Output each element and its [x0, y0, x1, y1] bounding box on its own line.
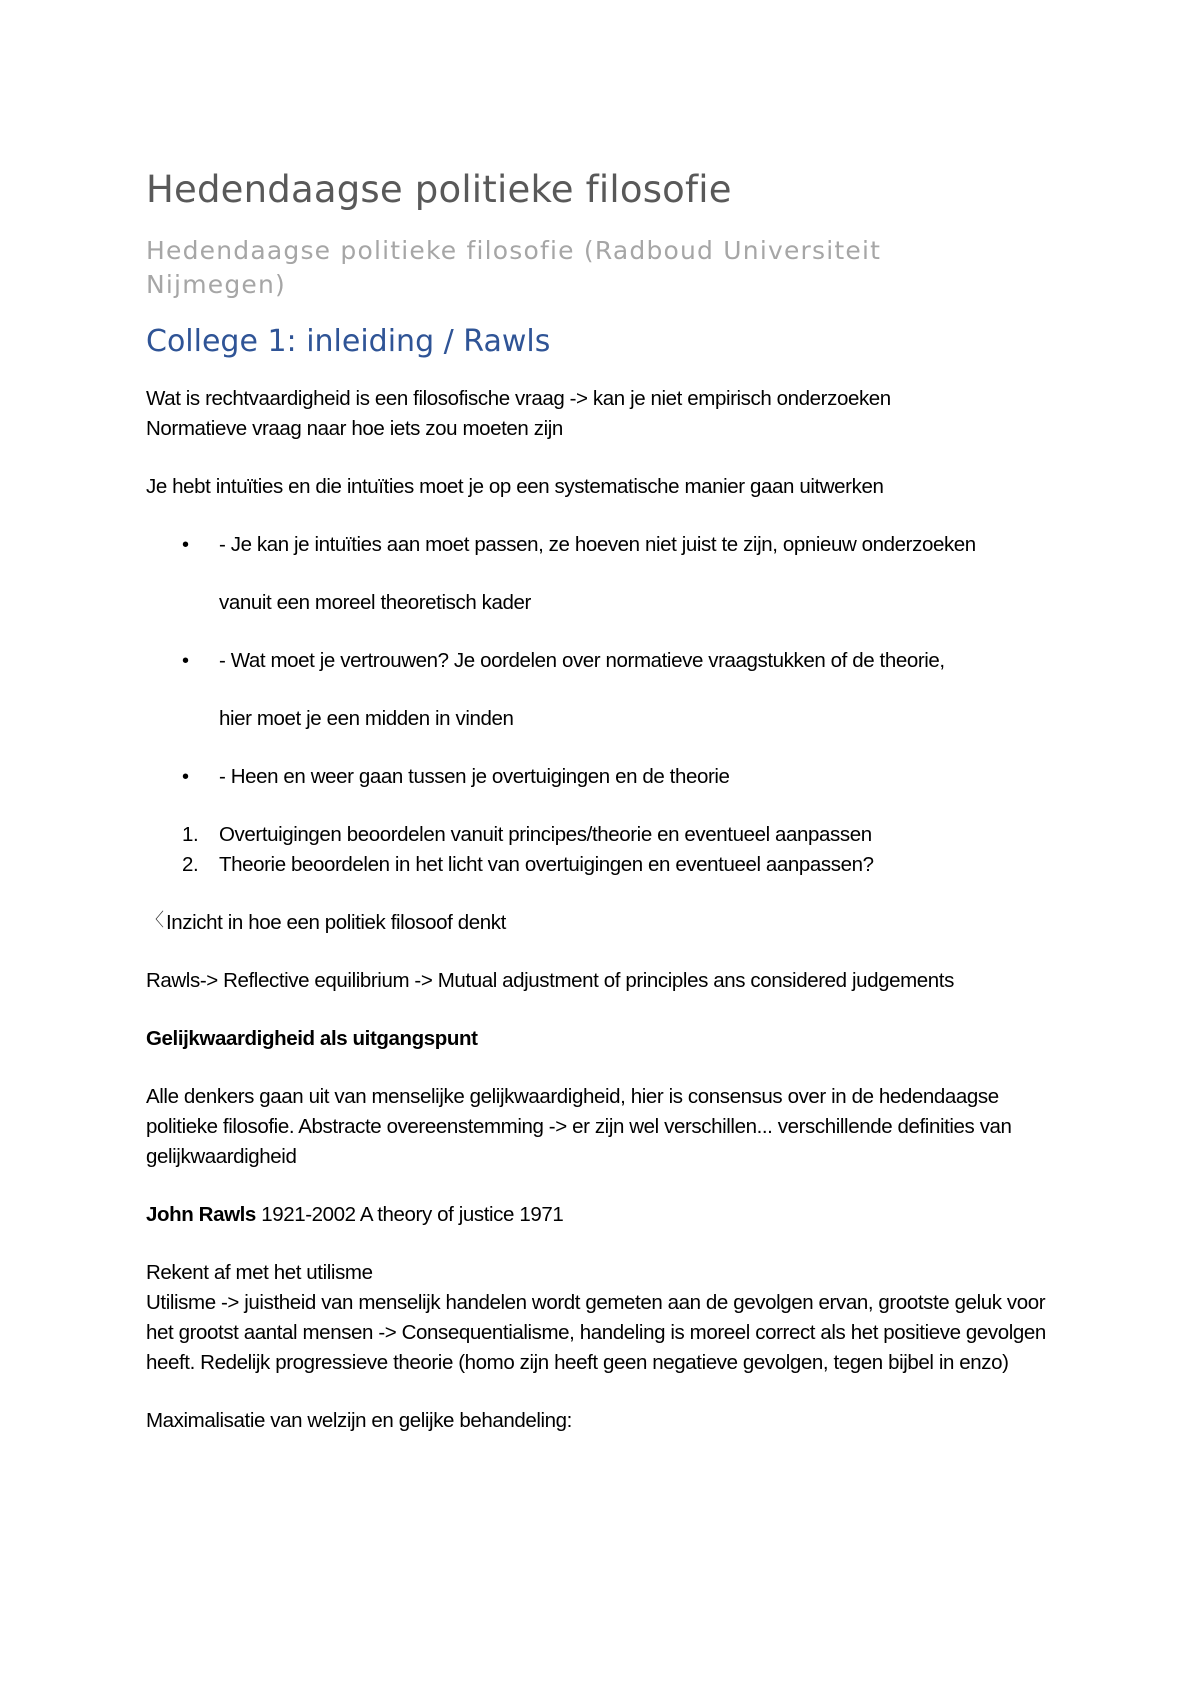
- item-number: 2.: [182, 853, 199, 876]
- paragraph-maximalisatie: Maximalisatie van welzijn en gelijke behandeling:: [146, 1409, 572, 1432]
- paragraph-line: Utilisme -> juistheid van menselijk handelen wordt gemeten aan de gevolgen ervan, grootste geluk voor het grootst aantal mensen -> Consequentialisme, handeling is moreel correct als het positieve gevolgen heeft. Redelijk progressieve theorie (homo zijn heeft geen negatieve gevolgen, tegen bijbel in enzo): [146, 1291, 1046, 1374]
- paragraph-utilisme: [146, 1258, 1066, 1378]
- bracket-icon: 〈: [146, 910, 164, 930]
- item-text: Overtuigingen beoordelen vanuit principes/theorie en eventueel aanpassen: [219, 823, 872, 846]
- paragraph-line: Wat is rechtvaardigheid is een filosofische vraag -> kan je niet empirisch onderzoeken: [146, 387, 891, 410]
- paragraph-line: Normatieve vraag naar hoe iets zou moeten zijn: [146, 417, 563, 440]
- numbered-item: [146, 850, 1066, 880]
- bullet-text: - Wat moet je vertrouwen? Je oordelen over normatieve vraagstukken of de theorie,: [219, 649, 945, 672]
- marker-text: Inzicht in hoe een politiek filosoof denkt: [166, 911, 506, 934]
- paragraph-rawls: Rawls-> Reflective equilibrium -> Mutual adjustment of principles ans considered judgements: [146, 969, 954, 992]
- bullet-icon: •: [182, 534, 189, 556]
- author-details: 1921-2002 A theory of justice 1971: [255, 1203, 564, 1226]
- paragraph-gelijkwaardigheid: Alle denkers gaan uit van menselijke gelijkwaardigheid, hier is consensus over in de hedendaagse politieke filosofie. Abstracte overeenstemming -> er zijn wel verschillen... verschillende definities van gelijkwaardigheid: [146, 1085, 1012, 1168]
- marker-item: [146, 908, 1066, 938]
- lecture-heading: College 1: inleiding / Rawls: [146, 324, 551, 359]
- bullet-icon: •: [182, 650, 189, 672]
- numbered-list: [146, 820, 1066, 880]
- numbered-item: [146, 820, 1066, 850]
- bullet-item: [146, 646, 1066, 676]
- document-title: Hedendaagse politieke filosofie: [146, 168, 732, 211]
- document-subtitle: Hedendaagse politieke filosofie (Radboud Universiteit Nijmegen): [146, 236, 882, 299]
- bullet-item: [146, 530, 1066, 560]
- bullet-text: - Heen en weer gaan tussen je overtuigingen en de theorie: [219, 765, 730, 788]
- item-number: 1.: [182, 823, 199, 846]
- item-text: Theorie beoordelen in het licht van overtuigingen en eventueel aanpassen?: [219, 853, 874, 876]
- document-body: [146, 168, 1066, 1464]
- paragraph-rechtvaardigheid: [146, 384, 1066, 444]
- paragraph-line: Rekent af met het utilisme: [146, 1261, 373, 1284]
- bullet-icon: •: [182, 766, 189, 788]
- paragraph-john-rawls: [146, 1200, 1066, 1230]
- bullet-text: - Je kan je intuïties aan moet passen, ze hoeven niet juist te zijn, opnieuw onderzoeken: [219, 533, 976, 556]
- bullet-continuation: vanuit een moreel theoretisch kader: [219, 591, 531, 614]
- paragraph-intuities: Je hebt intuïties en die intuïties moet je op een systematische manier gaan uitwerken: [146, 475, 884, 498]
- bullet-continuation: hier moet je een midden in vinden: [219, 707, 514, 730]
- bullet-item: [146, 762, 1066, 792]
- author-name: John Rawls: [146, 1203, 256, 1226]
- section-heading: Gelijkwaardigheid als uitgangspunt: [146, 1027, 478, 1050]
